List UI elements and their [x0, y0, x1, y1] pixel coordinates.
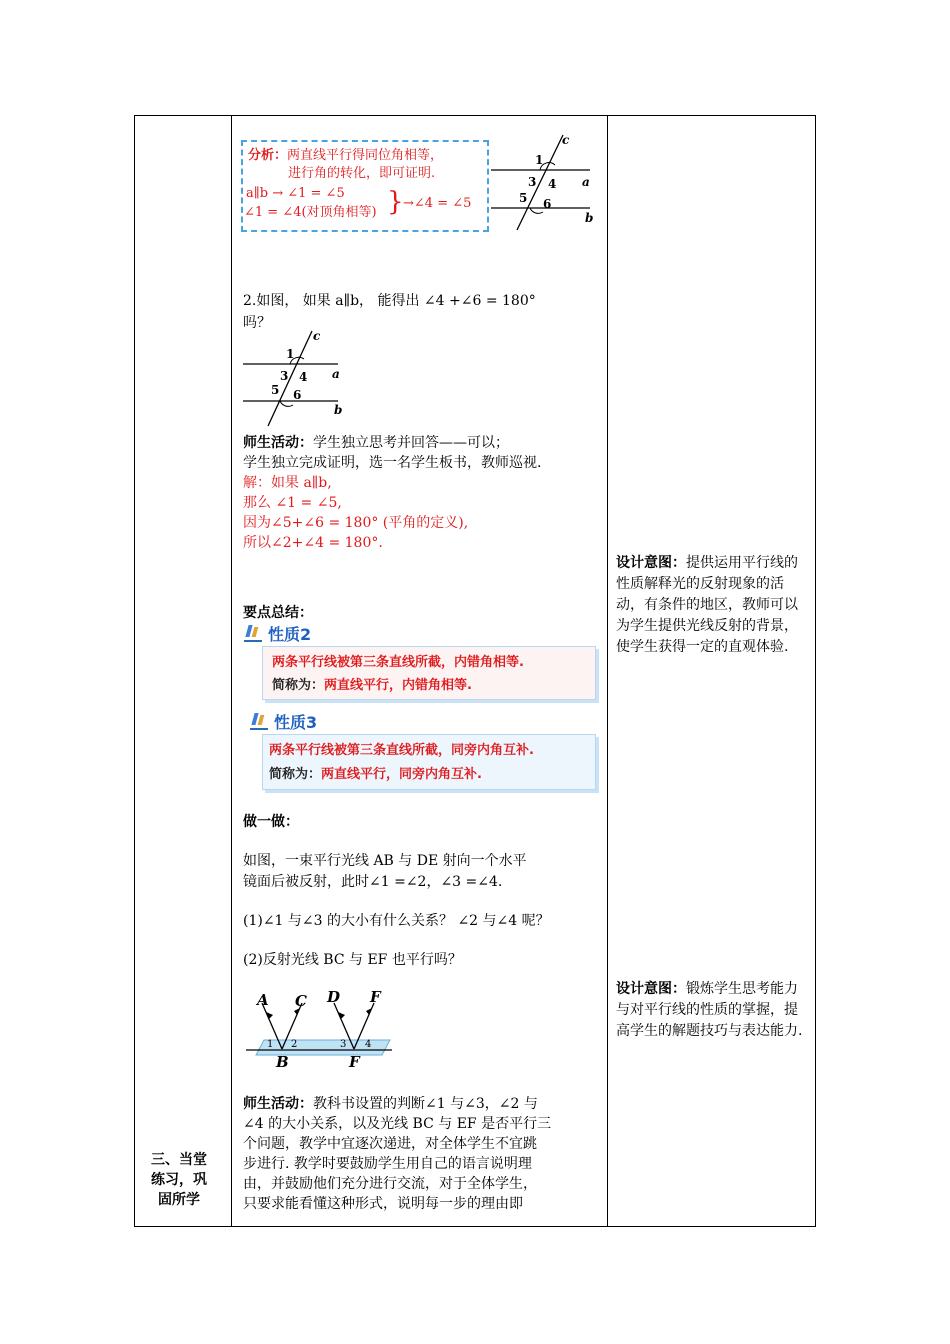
analysis-text1: 两直线平行得同位角相等， [287, 148, 444, 163]
fig2-label-1: 1 [286, 347, 295, 361]
analysis-line3: a∥b → ∠1 = ∠5 [246, 186, 345, 201]
analysis-line4: ∠1 = ∠4(对顶角相等) [244, 205, 377, 220]
design-intent-2 [616, 979, 808, 1042]
fig1-label-4: 4 [548, 177, 557, 191]
table-bottom-border [134, 1226, 816, 1227]
solution-line2: 那么 ∠1 = ∠5, [243, 495, 342, 511]
mirror-label-D: D [327, 988, 341, 1006]
practice-q1: (1)∠1 与∠3 的大小有什么关系？ ∠2 与∠4 呢？ [243, 913, 550, 929]
fig2-label-a: a [332, 367, 340, 381]
practice-q2: (2)反射光线 BC 与 EF 也平行吗？ [243, 952, 462, 968]
design-intent-1 [616, 553, 808, 658]
activity2-line3: 个问题，教学中宜逐次递进，对全体学生不宜跳 [243, 1136, 537, 1152]
fig1-label-a: a [582, 175, 590, 189]
prop2-icon [244, 624, 262, 642]
table-left-border [134, 115, 135, 1227]
solution-line4: 所以∠2+∠4 = 180°. [243, 535, 383, 551]
prop2-line1: 两条平行线被第三条直线所截，内错角相等. [272, 655, 524, 670]
design-intent-1-text: 提供运用平行线的性质解释光的反射现象的活动，有条件的地区，教师可以为学生提供光线反射的背景，使学生获得一定的直观体验. [616, 555, 798, 655]
analysis-line2: 进行角的转化，即可证明. [288, 166, 436, 181]
design-intent-2-text: 锻炼学生思考能力与对平行线的性质的掌握，提高学生的解题技巧与表达能力. [616, 981, 803, 1039]
fig1-label-3: 3 [528, 175, 537, 189]
prop3-line1: 两条平行线被第三条直线所截，同旁内角互补. [269, 743, 534, 758]
prop2-abbr-label: 简称为： [272, 678, 325, 693]
prop3-abbr-label: 简称为： [269, 767, 322, 782]
prop3-abbr: 两直线平行，同旁内角互补. [321, 767, 482, 782]
prop2-title: 性质2 [268, 625, 312, 644]
practice-p1: 如图，一束平行光线 AB 与 DE 射向一个水平 [243, 853, 527, 869]
activity2-line4: 步进行. 教学时要鼓励学生用自己的语言说明理 [243, 1156, 532, 1172]
mirror-label-A: A [257, 991, 269, 1009]
prop3-title: 性质3 [274, 713, 318, 732]
table-divider-1 [231, 115, 232, 1227]
analysis-line1 [248, 146, 443, 166]
activity1-label: 师生活动： [243, 435, 313, 451]
mirror-label-C: C [295, 992, 307, 1010]
fig1-label-b: b [585, 211, 594, 225]
practice-title: 做一做： [243, 814, 299, 830]
design-intent-1-label: 设计意图： [616, 555, 686, 571]
analysis-conclusion: →∠4 = ∠5 [403, 196, 472, 211]
practice-p2: 镜面后被反射，此时∠1 =∠2，∠3 =∠4. [243, 874, 503, 890]
mirror-label-B: B [276, 1053, 289, 1071]
activity1-line2: 学生独立完成证明，选一名学生板书，教师巡视. [243, 455, 542, 471]
activity2-text1: 教科书设置的判断∠1 与∠3，∠2 与 [313, 1096, 538, 1112]
mirror-label-F2: F [349, 1053, 360, 1071]
section-label-line2: 练习，巩 [151, 1172, 207, 1188]
prop2-abbr: 两直线平行，内错角相等. [324, 678, 472, 693]
activity2-line6: 只要求能看懂这种形式，说明每一步的理由即 [243, 1196, 523, 1212]
mirror-label-4: 4 [365, 1039, 372, 1050]
fig2-label-b: b [334, 403, 343, 417]
table-divider-2 [607, 115, 608, 1227]
fig2-label-3: 3 [280, 369, 289, 383]
mirror-label-1: 1 [267, 1039, 274, 1050]
prop2-line2 [272, 676, 472, 696]
solution-line3: 因为∠5+∠6 = 180° (平角的定义), [243, 515, 469, 531]
mirror-label-2: 2 [291, 1039, 298, 1050]
table-top-border [134, 115, 816, 116]
mirror-label-F: F [370, 988, 381, 1006]
fig2-label-c: c [313, 329, 321, 343]
fig1-label-c: c [562, 133, 570, 147]
activity1-text: 学生独立思考并回答——可以； [313, 435, 509, 451]
activity1-line1 [243, 433, 509, 453]
fig1-label-6: 6 [543, 197, 552, 211]
question2-line2: 吗？ [243, 315, 271, 331]
section-label-line1: 三、当堂 [151, 1152, 207, 1168]
fig2-label-5: 5 [271, 383, 280, 397]
prop3-icon [250, 712, 268, 730]
activity2-line2: ∠4 的大小关系，以及光线 BC 与 EF 是否平行三 [243, 1116, 552, 1132]
fig1-label-5: 5 [519, 191, 528, 205]
activity2-label: 师生活动： [243, 1096, 313, 1112]
mirror-label-3: 3 [340, 1039, 347, 1050]
fig2-label-6: 6 [293, 388, 302, 402]
activity2-line1 [243, 1094, 538, 1114]
fig1-label-1: 1 [535, 153, 544, 167]
activity2-line5: 由，并鼓励他们充分进行交流，对于全体学生， [243, 1176, 537, 1192]
section-label-line3: 固所学 [158, 1192, 200, 1208]
summary-title: 要点总结： [243, 605, 313, 621]
fig2-label-4: 4 [299, 370, 308, 384]
question2-line1: 2.如图， 如果 a∥b， 能得出 ∠4 +∠6 = 180° [243, 293, 536, 309]
prop3-line2 [269, 765, 482, 785]
analysis-prefix: 分析： [248, 148, 288, 163]
design-intent-2-label: 设计意图： [616, 981, 686, 997]
analysis-brace: } [387, 187, 404, 217]
table-right-border [815, 115, 816, 1227]
solution-line1: 解：如果 a∥b, [243, 475, 332, 491]
